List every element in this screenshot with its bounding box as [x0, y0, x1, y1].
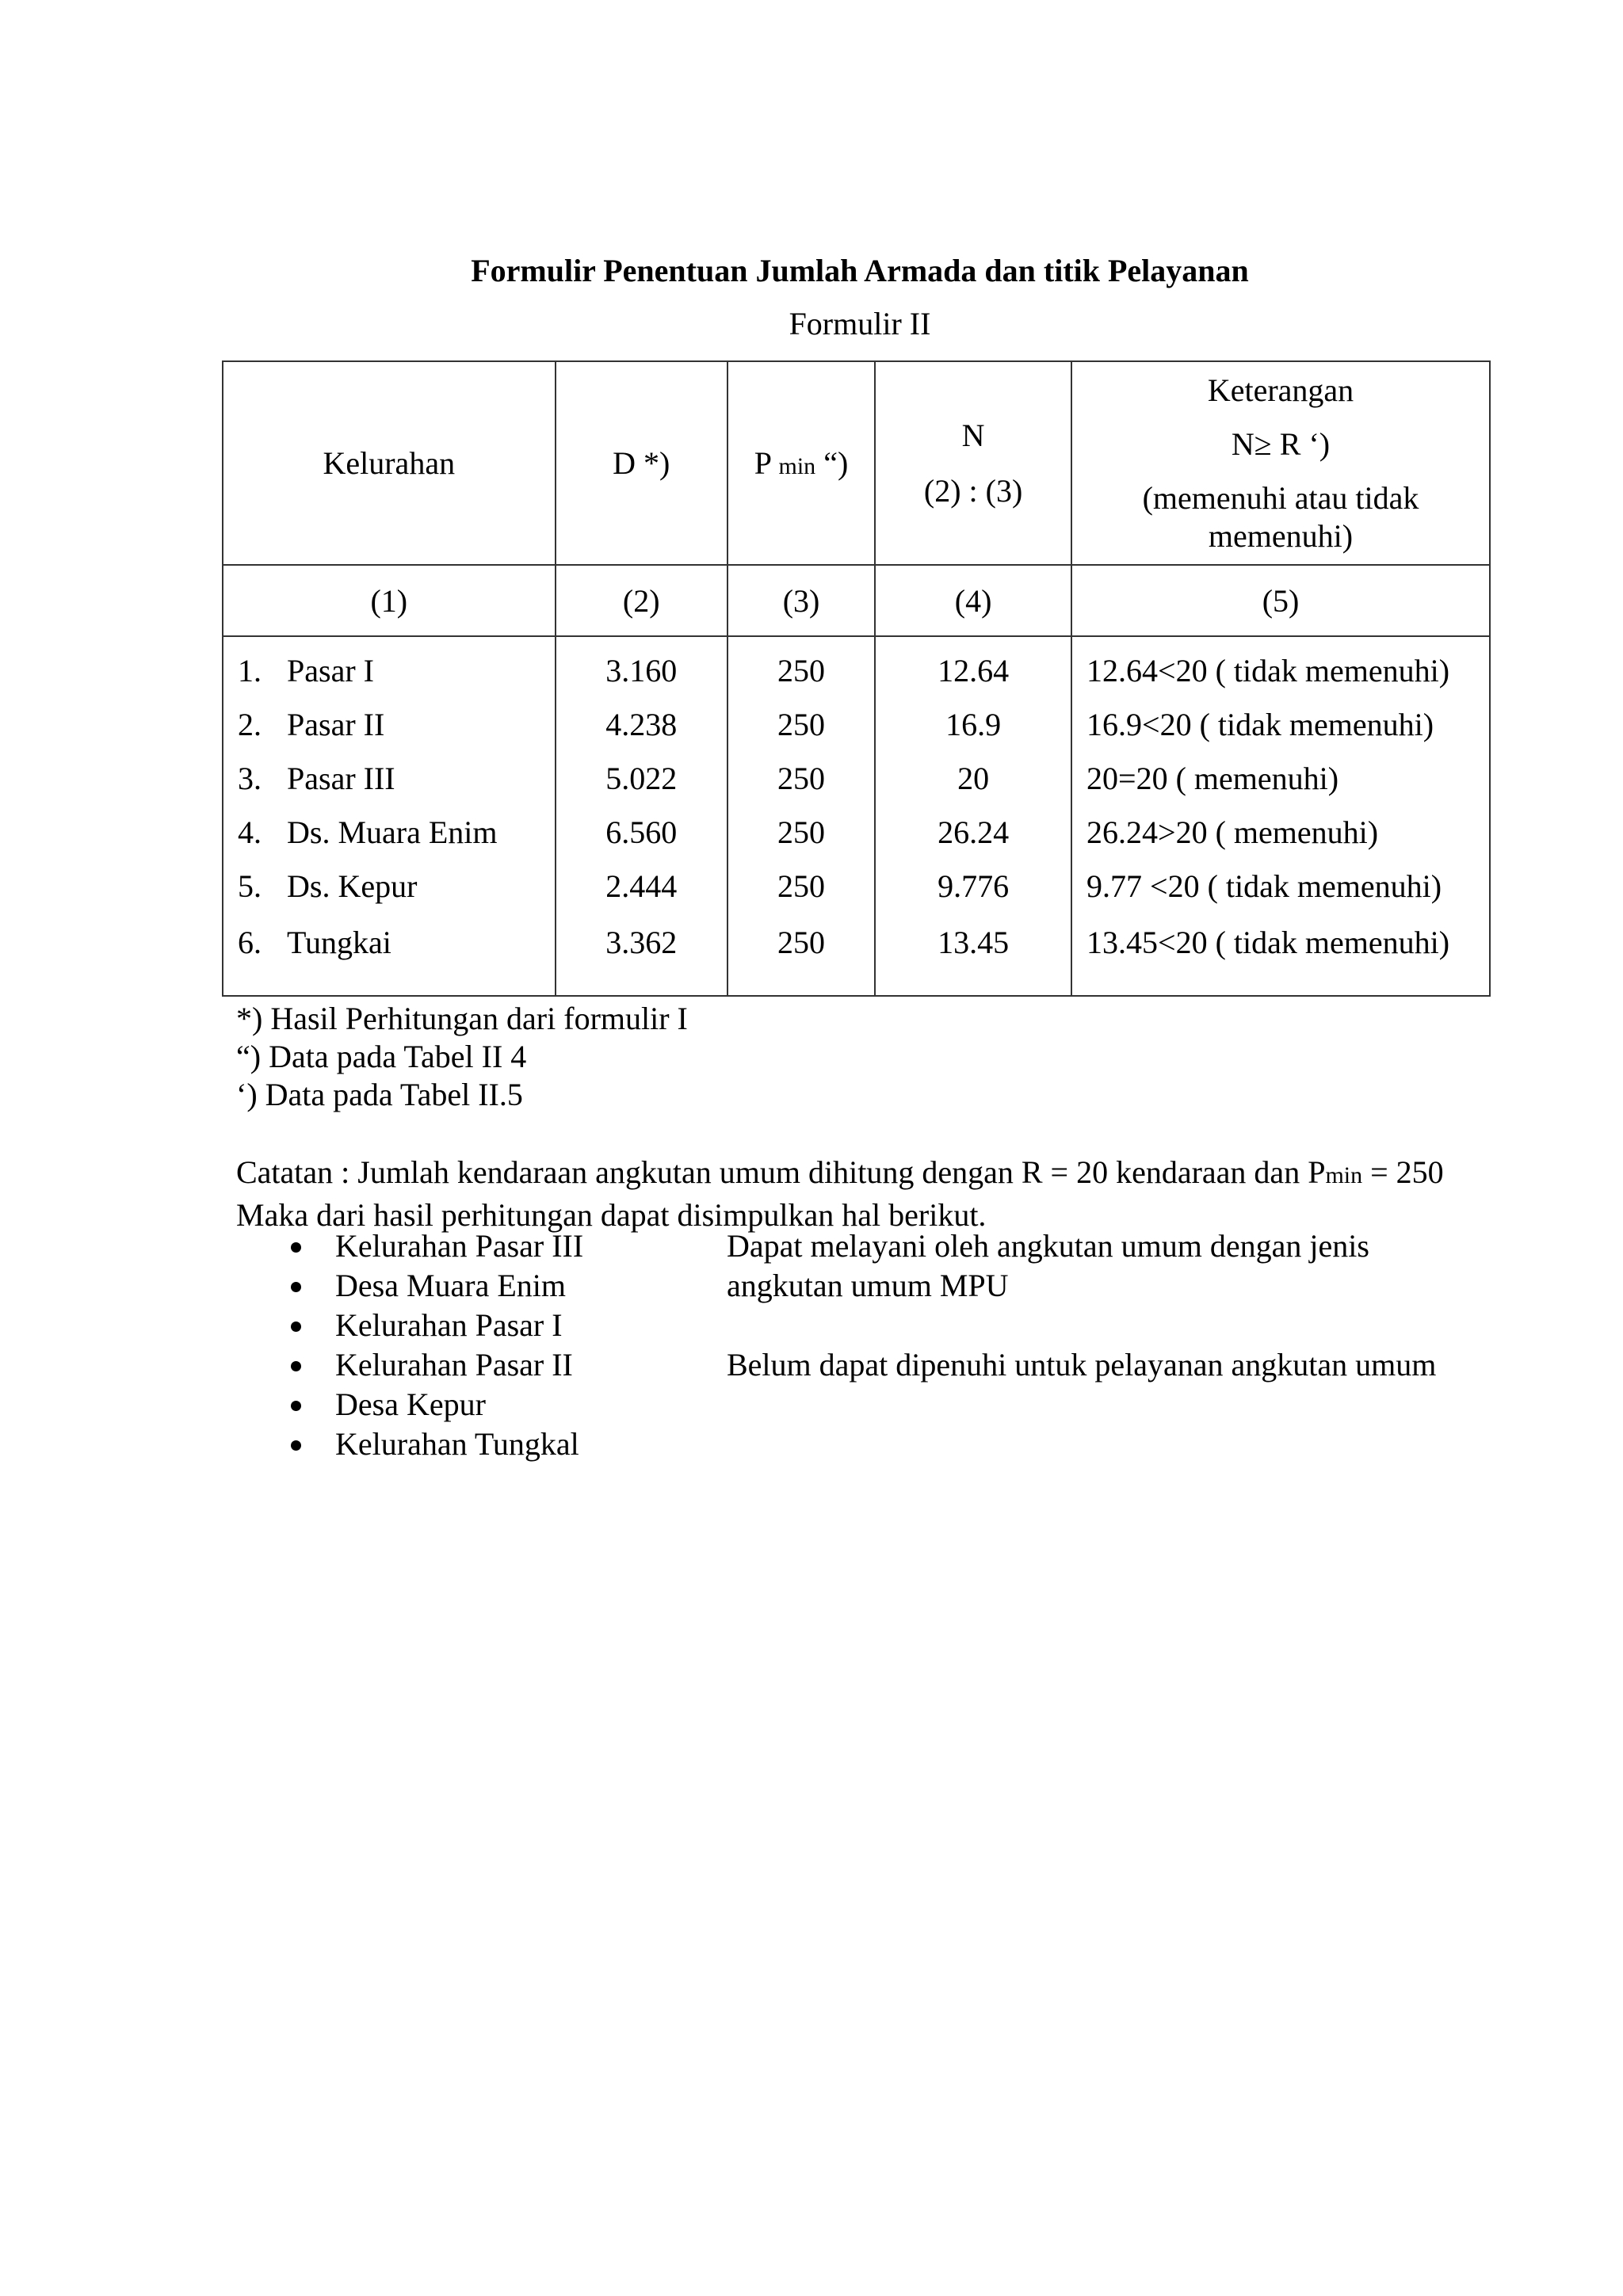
cell-keterangan: 13.45<20 ( tidak memenuhi) [1071, 913, 1490, 996]
cell-keterangan: 12.64<20 ( tidak memenuhi) [1071, 636, 1490, 697]
conclusion-line: Maka dari hasil perhitungan dapat disimpulkan hal berikut. [236, 1197, 987, 1233]
cell-p: 250 [727, 636, 875, 697]
cell-n: 20 [875, 751, 1071, 805]
header-kelurahan: Kelurahan [223, 361, 556, 565]
col-number: (1) [223, 565, 556, 636]
bullet-icon [291, 1282, 301, 1292]
cell-n: 26.24 [875, 805, 1071, 859]
cell-p: 250 [727, 697, 875, 751]
col-number: (3) [727, 565, 875, 636]
cell-kelurahan: 6. Tungkai [223, 913, 556, 996]
header-d: D *) [556, 361, 727, 565]
bullet-icon [291, 1401, 301, 1411]
cell-d: 2.444 [556, 859, 727, 913]
table-header-row [223, 361, 1490, 565]
table-row [223, 913, 1490, 996]
table-row [223, 697, 1490, 751]
cell-d: 3.160 [556, 636, 727, 697]
cell-d: 5.022 [556, 751, 727, 805]
document-title: Formulir Penentuan Jumlah Armada dan titik Pelayanan [471, 253, 1249, 288]
list-item-label: Desa Muara Enim [335, 1268, 567, 1303]
bullet-icon [291, 1361, 301, 1371]
list-item-label: Kelurahan Pasar I [335, 1307, 563, 1343]
footnote: ‘) Data pada Tabel II.5 [236, 1077, 523, 1112]
cell-n: 9.776 [875, 859, 1071, 913]
list-item-desc: Belum dapat dipenuhi untuk pelayanan angkutan umum [727, 1347, 1437, 1383]
list-item-desc: angkutan umum MPU [727, 1268, 1009, 1303]
table-row [223, 751, 1490, 805]
cell-kelurahan: 4. Ds. Muara Enim [223, 805, 556, 859]
header-keterangan-label: Keterangan [1207, 372, 1354, 408]
table-row [223, 859, 1490, 913]
column-number-row [223, 565, 1490, 636]
document-subtitle: Formulir II [789, 306, 931, 341]
header-n-formula: (2) : (3) [923, 472, 1023, 509]
header-keterangan [1071, 361, 1490, 565]
cell-keterangan: 9.77 <20 ( tidak memenuhi) [1071, 859, 1490, 913]
list-item-label: Kelurahan Pasar III [335, 1228, 584, 1264]
header-n-label: N [961, 417, 985, 453]
col-number: (2) [556, 565, 727, 636]
header-n [875, 361, 1071, 565]
header-keterangan-note: (memenuhi atau tidak memenuhi) [1142, 479, 1419, 554]
list-item-label: Kelurahan Tungkal [335, 1426, 579, 1462]
cell-n: 13.45 [875, 913, 1071, 996]
list-item-desc: Dapat melayani oleh angkutan umum dengan jenis [727, 1228, 1369, 1264]
col-number: (4) [875, 565, 1071, 636]
cell-p: 250 [727, 913, 875, 996]
bullet-icon [291, 1322, 301, 1332]
cell-kelurahan: 2. Pasar II [223, 697, 556, 751]
cell-d: 3.362 [556, 913, 727, 996]
cell-keterangan: 26.24>20 ( memenuhi) [1071, 805, 1490, 859]
cell-keterangan: 16.9<20 ( tidak memenuhi) [1071, 697, 1490, 751]
cell-kelurahan: 5. Ds. Kepur [223, 859, 556, 913]
armada-table [222, 360, 1491, 997]
cell-p: 250 [727, 751, 875, 805]
list-item-label: Kelurahan Pasar II [335, 1347, 573, 1383]
cell-p: 250 [727, 805, 875, 859]
table-row [223, 805, 1490, 859]
cell-d: 4.238 [556, 697, 727, 751]
bullet-icon [291, 1242, 301, 1253]
footnote: “) Data pada Tabel II 4 [236, 1039, 527, 1074]
cell-kelurahan: 1. Pasar I [223, 636, 556, 697]
cell-p: 250 [727, 859, 875, 913]
cell-d: 6.560 [556, 805, 727, 859]
footnotes [236, 1000, 688, 1114]
cell-n: 12.64 [875, 636, 1071, 697]
bullet-icon [291, 1440, 301, 1451]
cell-kelurahan: 3. Pasar III [223, 751, 556, 805]
catatan-paragraph [236, 1153, 1444, 1235]
cell-keterangan: 20=20 ( memenuhi) [1071, 751, 1490, 805]
col-number: (5) [1071, 565, 1490, 636]
table-row [223, 636, 1490, 697]
list-item-label: Desa Kepur [335, 1386, 486, 1422]
header-keterangan-condition: N≥ R ‘) [1231, 425, 1331, 462]
catatan-line: Catatan : Jumlah kendaraan angkutan umum dihitung dengan R = 20 kendaraan dan Pmin = 250 [236, 1154, 1444, 1190]
footnote: *) Hasil Perhitungan dari formulir I [236, 1001, 688, 1036]
header-pmin: P min “) [727, 361, 875, 565]
cell-n: 16.9 [875, 697, 1071, 751]
